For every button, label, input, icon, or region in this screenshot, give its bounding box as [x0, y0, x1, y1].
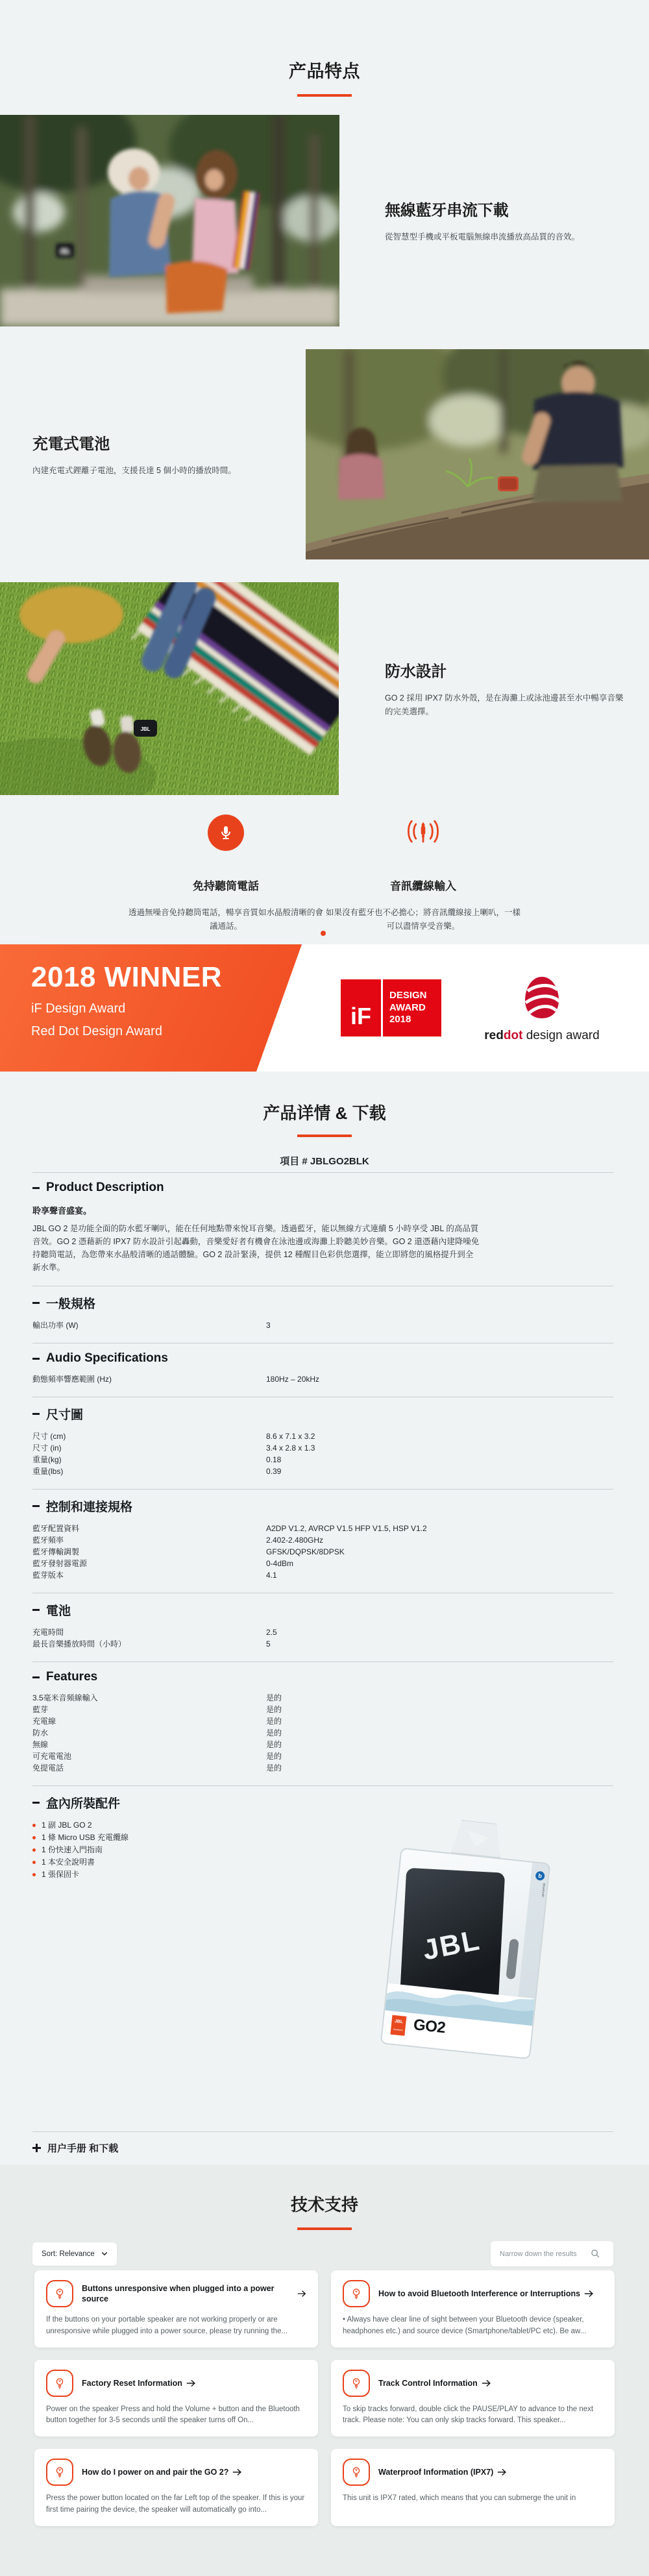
bluetooth-icon: b — [535, 1871, 545, 1881]
feature-photo-forest — [306, 349, 649, 559]
feature-text-waterproof — [385, 658, 628, 719]
faq-excerpt: This unit is IPX7 rated, which means that you can submerge the unit in — [343, 2494, 576, 2503]
spec-row: 可充電電池 是的 — [32, 1752, 282, 1761]
reddot-egg-icon — [524, 975, 560, 1020]
spec-row: 免提電話 是的 — [32, 1763, 282, 1773]
faq-excerpt: To skip tracks forward, double click the PAUSE/PLAY to advance to the next track. Please note: You can only skip tracks forward. This speaker... — [343, 2405, 594, 2425]
section-toggle[interactable]: 尺寸圖 — [32, 1405, 613, 1423]
spec-row: 輸出功率 (W) 3 — [32, 1321, 271, 1330]
spec-row: 藍牙發射器電源 0-4dBm — [32, 1559, 294, 1568]
faq-title[interactable]: Waterproof Information (IPX7) — [378, 2467, 507, 2477]
feature-text-bluetooth — [385, 197, 631, 244]
faq-excerpt: Press the power button located on the far Left top of the speaker. If this is your first time pairing the device, the speaker will automatically go into... — [46, 2494, 305, 2514]
box-item: 1 本安全說明書 — [32, 1856, 613, 1869]
spec-row: 充電時間 2.5 — [32, 1628, 277, 1637]
spec-row: 無線 是的 — [32, 1740, 282, 1749]
faq-card-power-pair[interactable] — [34, 2449, 318, 2526]
feature-row-bluetooth — [0, 115, 649, 326]
arrow-right-icon — [482, 2379, 491, 2387]
lightbulb-icon — [46, 2280, 73, 2307]
lightbulb-icon — [46, 2459, 73, 2486]
support-title: 技术支持 — [290, 2195, 358, 2214]
faq-title[interactable]: Factory Reset Information — [82, 2378, 196, 2388]
search-icon[interactable] — [591, 2249, 600, 2259]
spec-row: 藍芽版本 4.1 — [32, 1571, 277, 1580]
feature-photo-park — [0, 115, 339, 326]
feature-row-battery — [0, 349, 649, 559]
bluetooth-label: Bluetooth — [540, 1883, 546, 1898]
water-splash-graphic — [385, 1972, 536, 2026]
feature-title: 防水設計 — [385, 663, 447, 681]
lightbulb-icon — [343, 2280, 370, 2307]
reddot-award-logo — [477, 975, 607, 1043]
spec-row: 重量(lbs) 0.39 — [32, 1467, 282, 1476]
arrow-right-icon — [497, 2468, 507, 2476]
if-design-award-badge — [341, 979, 441, 1037]
feature-text-battery — [32, 431, 292, 478]
bullet-icon — [32, 1873, 36, 1876]
banner-heading: 2018 WINNER — [31, 961, 223, 993]
lightbulb-icon — [46, 2370, 73, 2397]
section-toggle[interactable]: Audio Specifications — [32, 1351, 613, 1366]
minus-icon — [32, 1302, 40, 1304]
icon-feature-desc: 透過無噪音免持聽筒電話，暢享音質如水晶般清晰的會議通話。 — [129, 908, 324, 931]
spec-row: 尺寸 (cm) 8.6 x 7.1 x 3.2 — [32, 1432, 315, 1441]
award-banner — [0, 944, 649, 1072]
arrow-right-icon — [186, 2379, 196, 2387]
support-header — [0, 2165, 649, 2230]
icon-feature-title: 音訊纜線輸入 — [390, 880, 456, 892]
lightbulb-icon — [343, 2370, 370, 2397]
section-toggle[interactable]: Product Description — [32, 1181, 613, 1195]
section-general-specs — [32, 1286, 613, 1343]
box-item: 1 條 Micro USB 充電纜線 — [32, 1832, 613, 1844]
accent-underline — [297, 2227, 352, 2230]
feature-photo-grass — [0, 582, 339, 795]
chevron-down-icon — [101, 2251, 108, 2256]
speaker-strap — [506, 1939, 519, 1980]
package-hang-hole — [465, 1830, 489, 1848]
manuals-downloads-toggle[interactable]: 用户手册 和下载 — [32, 2132, 613, 2164]
model-label: GO2 — [412, 2016, 447, 2037]
faq-excerpt: If the buttons on your portable speaker are not working properly or are unresponsive while plugged into a power source, please try running the... — [46, 2316, 288, 2335]
accent-underline — [297, 94, 352, 97]
feature-title: 充電式電池 — [32, 435, 110, 453]
jbl-chip-logo: JBL HARMAN — [390, 2015, 406, 2036]
box-item: 1 份快速入門指南 — [32, 1844, 613, 1856]
section-toggle[interactable]: 電池 — [32, 1601, 613, 1619]
faq-card-track-control[interactable] — [331, 2360, 615, 2437]
minus-icon — [32, 1505, 40, 1507]
bullet-icon — [32, 1836, 36, 1839]
bullet-icon — [32, 1824, 36, 1827]
minus-icon — [32, 1609, 40, 1611]
details-section-header — [0, 1100, 649, 1168]
sort-dropdown[interactable]: Sort: Relevance — [32, 2242, 117, 2266]
spec-row: 重量(kg) 0.18 — [32, 1455, 282, 1464]
section-toggle[interactable]: 盒內所裝配件 — [32, 1794, 613, 1811]
carousel-dot[interactable] — [321, 931, 326, 936]
minus-icon — [32, 1413, 40, 1415]
faq-title[interactable]: How to avoid Bluetooth Interference or Interruptions — [378, 2288, 594, 2299]
feature-desc: 從智慧型手機或平板電腦無線串流播放高品質的音效。 — [385, 232, 580, 241]
plus-icon — [32, 2144, 41, 2152]
section-dimensions — [32, 1397, 613, 1489]
spec-row: 3.5毫米音頻線輸入 是的 — [32, 1693, 282, 1702]
icon-features — [0, 815, 649, 934]
arrow-right-icon — [297, 2290, 306, 2298]
faq-excerpt: Power on the speaker Press and hold the Volume + button and the Bluetooth button together for 3-5 seconds until the speaker turns off On... — [46, 2405, 300, 2425]
faq-excerpt: • Always have clear line of sight between your Bluetooth device (speaker, headphones etc.) and source device (Smartphone/tablet/PC etc). Be aw... — [343, 2316, 587, 2335]
faq-title[interactable]: Buttons unresponsive when plugged into a power source — [82, 2283, 306, 2305]
bullet-icon — [32, 1848, 36, 1852]
section-product-description — [32, 1173, 613, 1286]
minus-icon — [32, 1676, 40, 1678]
search-input[interactable] — [498, 2250, 585, 2259]
arrow-right-icon — [584, 2290, 594, 2298]
photo3-speaker-label: JBL — [140, 726, 151, 732]
accent-underline — [297, 1135, 352, 1137]
box-item: 1 副 JBL GO 2 — [32, 1819, 613, 1832]
spec-row: 藍牙配置資料 A2DP V1.2, AVRCP V1.5 HFP V1.5, HSP V1.2 — [32, 1524, 427, 1533]
search-box — [491, 2241, 613, 2266]
minus-icon — [32, 1802, 40, 1804]
details-title: 产品详情 & 下载 — [263, 1103, 386, 1123]
icon-feature-aux-in — [326, 815, 520, 934]
arrow-right-icon — [232, 2468, 242, 2476]
spec-row: 動態頻率響應範圍 (Hz) 180Hz – 20kHz — [32, 1375, 320, 1384]
audio-cable-icon — [406, 814, 441, 852]
support-section — [0, 2165, 649, 2576]
spec-row: 最長音樂播放時間（小時） 5 — [32, 1639, 271, 1649]
faq-card-bluetooth-interference[interactable] — [331, 2270, 615, 2348]
feature-title: 無線藍牙串流下載 — [385, 201, 509, 219]
section-features-table — [32, 1662, 613, 1785]
support-controls — [32, 2241, 613, 2266]
banner-line-if: iF Design Award — [31, 1001, 126, 1016]
if-award-label: DESIGN AWARD 2018 — [383, 979, 441, 1037]
spec-row: 充電線 是的 — [32, 1717, 282, 1726]
features-title: 产品特点 — [289, 62, 360, 81]
spec-row: 尺寸 (in) 3.4 x 2.8 x 1.3 — [32, 1443, 315, 1453]
icon-feature-speakerphone — [129, 815, 323, 934]
microphone-icon — [208, 815, 244, 851]
park-photo-illustration — [0, 115, 339, 326]
feature-desc: GO 2 採用 IPX7 防水外殼，是在海灘上或泳池邊甚至水中暢享音樂的完美選擇。 — [385, 693, 624, 717]
feature-row-waterproof — [0, 582, 649, 795]
item-number: 項目 # JBLGO2BLK — [280, 1156, 369, 1167]
faq-card-grid — [34, 2270, 615, 2526]
reddot-wordmark: reddot design award — [484, 1029, 600, 1042]
forest-photo-illustration — [306, 349, 649, 559]
faq-card-waterproof-info[interactable] — [331, 2449, 615, 2526]
grass-photo-illustration — [0, 582, 339, 795]
description-lead: 聆享聲音盛宴。 — [32, 1206, 92, 1216]
features-section-header — [0, 57, 649, 97]
spec-row: 藍牙頻率 2.402-2.480GHz — [32, 1536, 324, 1545]
description-body: JBL GO 2 是功能全面的防水藍牙喇叭，能在任何地點帶來悅耳音樂。透過藍牙，能以無線方式連續 5 小時享受 JBL 的高品質音效。GO 2 憑藉新的 IPX7 防水設計引起轟動，音樂愛好者有機會在泳池邊或海灘上聆聽美妙音樂。GO 2 還憑藉內建降噪免持聽筒電話，為您帶來水晶般清晰的通話體驗。GO 2 設計緊湊，提供 12 種醒目色彩供您選擇，能立即將您的風格提升到全新水準。 — [32, 1224, 480, 1272]
section-battery — [32, 1593, 613, 1662]
package-hang-tab — [451, 1819, 504, 1858]
icon-feature-desc: 如果沒有藍牙也不必擔心；將音訊纜線接上喇叭，一樣可以盡情享受音樂。 — [326, 908, 521, 931]
lightbulb-icon — [343, 2459, 370, 2486]
if-logo: iF — [341, 979, 381, 1037]
banner-line-reddot: Red Dot Design Award — [31, 1024, 162, 1038]
section-connectivity — [32, 1490, 613, 1593]
section-toggle[interactable]: 一般規格 — [32, 1294, 613, 1312]
photo1-speaker-label: JBL — [60, 249, 70, 254]
feature-desc: 內建充電式鋰離子電池，支援長達 5 個小時的播放時間。 — [32, 465, 236, 475]
section-toggle[interactable]: 控制和連接規格 — [32, 1497, 613, 1515]
jbl-logo: JBL — [420, 1924, 484, 1967]
box-item: 1 張保固卡 — [32, 1869, 613, 1881]
spec-row: 藍芽 是的 — [32, 1705, 282, 1714]
icon-feature-title: 免持聽筒電話 — [193, 880, 259, 892]
spec-row: 藍牙傳輸調製 GFSK/DQPSK/8DPSK — [32, 1547, 345, 1556]
bullet-icon — [32, 1861, 36, 1864]
faq-card-factory-reset[interactable] — [34, 2360, 318, 2437]
minus-icon — [32, 1358, 40, 1360]
package-clear-box — [380, 1848, 551, 2060]
faq-title[interactable]: How do I power on and pair the GO 2? — [82, 2467, 242, 2477]
section-toggle[interactable]: Features — [32, 1670, 613, 1684]
faq-card-buttons-unresponsive[interactable] — [34, 2270, 318, 2348]
faq-title[interactable]: Track Control Information — [378, 2378, 491, 2388]
product-package-image — [380, 1814, 554, 2057]
section-audio-specs — [32, 1343, 613, 1397]
spec-row: 防水 是的 — [32, 1728, 282, 1737]
banner-text — [31, 961, 222, 1039]
minus-icon — [32, 1187, 40, 1189]
